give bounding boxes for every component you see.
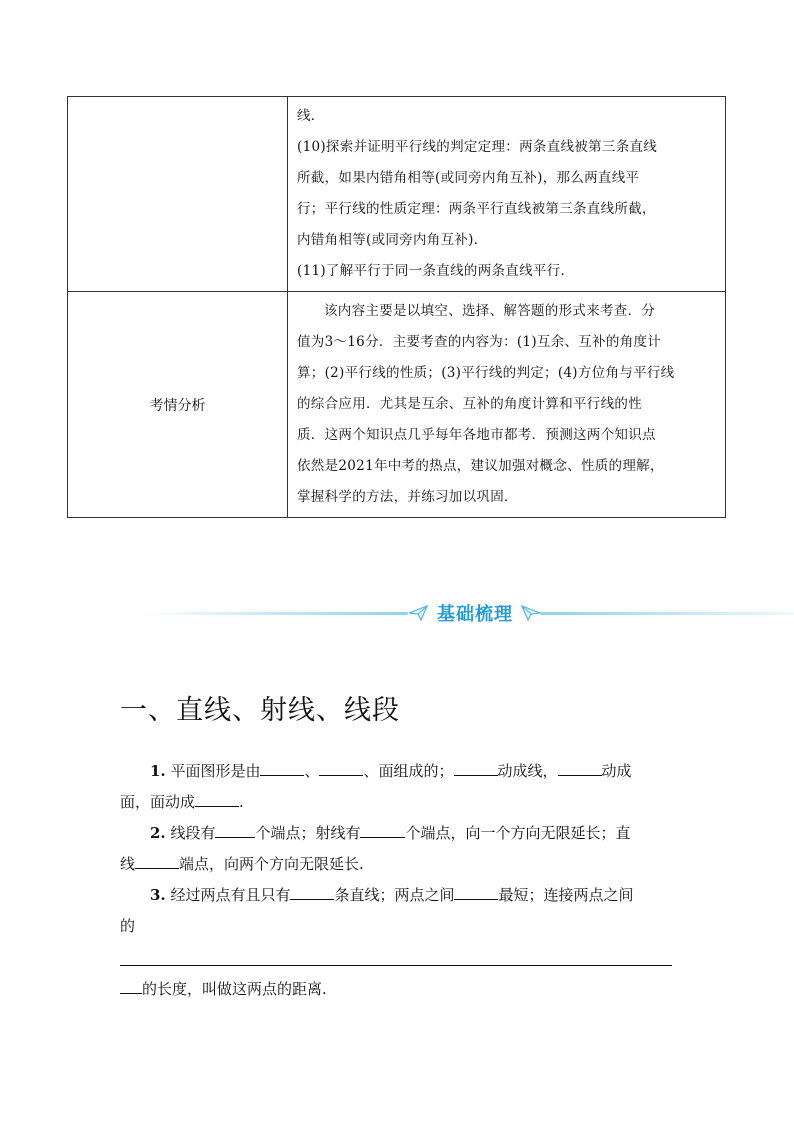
answer-blank[interactable] <box>558 759 602 776</box>
question-3-cont <box>120 911 680 942</box>
fill-in-questions <box>120 756 680 942</box>
answer-blank[interactable] <box>135 852 179 869</box>
req-line: 线． <box>297 108 325 124</box>
analysis-line: 算；(2)平行线的性质；(3)平行线的判定；(4)方位角与平行线 <box>297 365 675 381</box>
question-text: 的 <box>120 917 136 935</box>
paper-plane-left-icon <box>408 604 428 622</box>
question-1-cont <box>120 787 680 818</box>
section-heading: 一、直线、射线、线段 <box>120 695 400 726</box>
analysis-cell <box>288 292 726 518</box>
answer-blank[interactable] <box>454 883 498 900</box>
question-number: 3. <box>150 886 166 904</box>
question-text: . <box>239 793 244 811</box>
req-line: 内错角相等(或同旁内角互补)． <box>297 232 488 248</box>
question-text: 面，面动成 <box>120 793 196 811</box>
question-number: 1. <box>150 762 166 780</box>
analysis-label: 考情分析 <box>68 292 288 518</box>
analysis-line: 依然是2021年中考的热点，建议加强对概念、性质的理解， <box>297 458 664 474</box>
question-3 <box>120 880 680 911</box>
req-line: 行；平行线的性质定理：两条平行直线被第三条直线所截， <box>297 201 656 217</box>
answer-blank[interactable] <box>319 759 363 776</box>
empty-label-cell <box>68 97 288 292</box>
banner-right-rule <box>540 612 794 615</box>
question-text: 个端点，向一个方向无限延长；直 <box>405 824 631 842</box>
answer-blank[interactable] <box>215 821 255 838</box>
question-text: 、 <box>304 762 320 780</box>
curriculum-table <box>67 96 726 518</box>
question-text: 最短；连接两点之间 <box>498 886 634 904</box>
answer-blank[interactable] <box>195 790 239 807</box>
banner-left-rule <box>140 612 408 615</box>
section-banner <box>140 598 794 628</box>
requirements-cell <box>288 97 726 292</box>
answer-blank[interactable] <box>360 821 405 838</box>
question-text: 线段有 <box>170 824 216 842</box>
question-2-cont <box>120 849 680 880</box>
question-text: 端点，向两个方向无限延长. <box>179 855 364 873</box>
question-text: 动成 <box>601 762 632 780</box>
question-text: 经过两点有且只有 <box>170 886 291 904</box>
question-number: 2. <box>150 824 166 842</box>
analysis-line: 值为3～16分．主要考查的内容为：(1)互余、互补的角度计 <box>297 334 662 350</box>
question-text: 、面组成的； <box>363 762 454 780</box>
paper-plane-right-icon <box>521 604 541 622</box>
question-text: 线 <box>120 855 136 873</box>
answer-blank[interactable] <box>120 977 142 994</box>
req-line: 所截，如果内错角相等(或同旁内角互补)，那么两直线平 <box>297 170 640 186</box>
analysis-line: 该内容主要是以填空、选择、解答题的形式来考查．分 <box>324 303 656 319</box>
question-2 <box>120 818 680 849</box>
req-line: (10)探索并证明平行线的判定定理：两条直线被第三条直线 <box>297 139 658 155</box>
question-3-end <box>120 974 327 1005</box>
req-line: (11)了解平行于同一条直线的两条直线平行． <box>297 263 575 279</box>
question-text: 条直线；两点之间 <box>334 886 455 904</box>
question-1 <box>120 756 680 787</box>
analysis-line: 质．这两个知识点几乎每年各地市都考．预测这两个知识点 <box>297 427 656 443</box>
question-text: 个端点；射线有 <box>255 824 361 842</box>
analysis-line: 掌握科学的方法，并练习加以巩固． <box>297 489 518 505</box>
answer-blank[interactable] <box>290 883 334 900</box>
banner-title: 基础梳理 <box>437 604 513 625</box>
long-answer-blank[interactable] <box>120 965 672 966</box>
question-text: 动成线， <box>497 762 558 780</box>
question-text: 的长度，叫做这两点的距离. <box>142 980 327 998</box>
answer-blank[interactable] <box>260 759 304 776</box>
analysis-line: 的综合应用．尤其是互余、互补的角度计算和平行线的性 <box>297 396 642 412</box>
question-text: 平面图形是由 <box>170 762 261 780</box>
answer-blank[interactable] <box>454 759 498 776</box>
